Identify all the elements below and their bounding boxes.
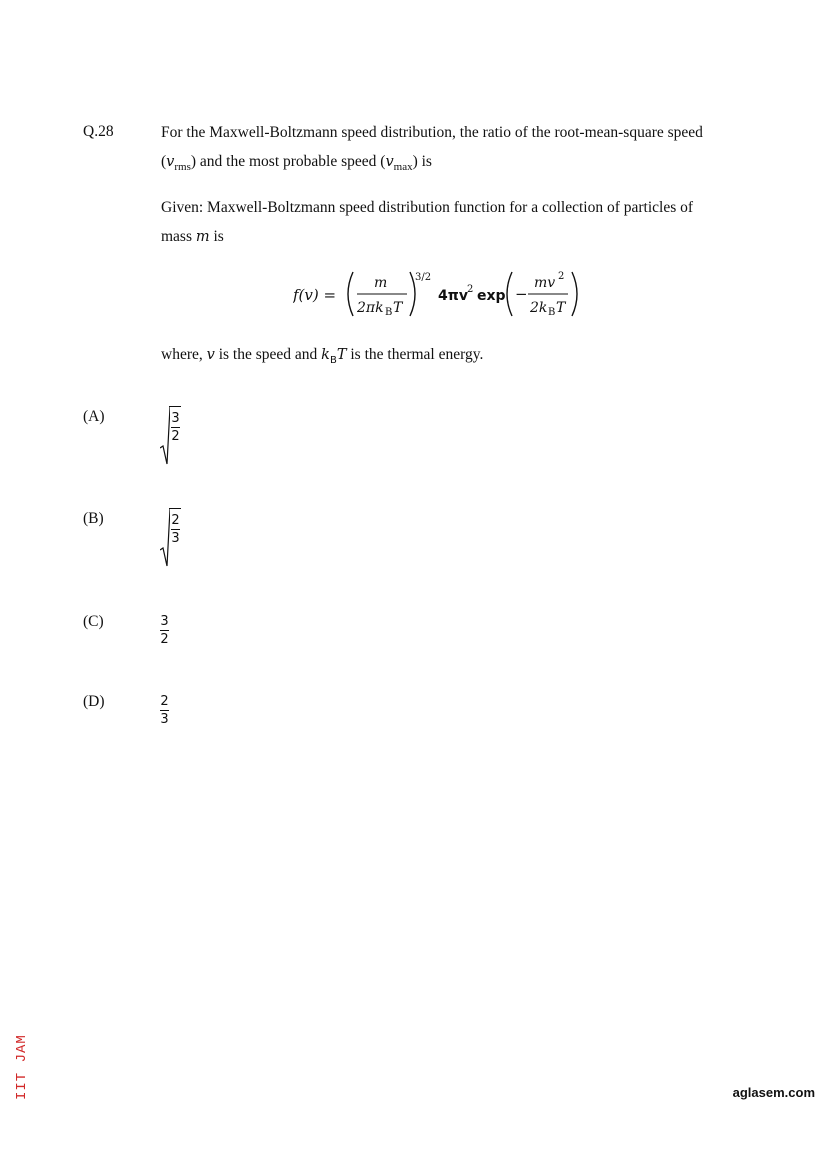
where-k-subscript: B: [329, 355, 337, 366]
option-c-label: (C): [83, 613, 104, 630]
option-a-numerator: 3: [171, 411, 180, 426]
stem-text-1: For the Maxwell-Boltzmann speed distribution, the ratio of the root-mean-square speed (: [161, 124, 703, 170]
formula-power: 3/2: [415, 272, 432, 283]
stem-text-3: ) is: [412, 153, 432, 170]
where-t-symbol: T: [336, 347, 347, 363]
frac1-denominator: 2πk: [357, 300, 384, 316]
maxwell-boltzmann-formula: [293, 268, 593, 320]
footer-site[interactable]: aglasem.com: [732, 1085, 815, 1100]
frac2-numerator: mv: [534, 275, 556, 291]
option-c-denominator: 2: [160, 632, 169, 647]
v-max-subscript: max: [393, 161, 413, 173]
where-text-3: is the thermal energy.: [346, 346, 484, 363]
question-number: Q.28: [83, 123, 114, 140]
frac2-numerator-power: 2: [558, 271, 565, 282]
option-a-value[interactable]: [160, 406, 181, 471]
option-d-denominator: 3: [160, 712, 169, 727]
where-k-symbol: k: [321, 347, 330, 363]
sqrt-symbol: [160, 406, 181, 466]
option-c-numerator: 3: [160, 614, 169, 629]
side-tag: IIT JAM: [14, 1034, 30, 1100]
stem-text-2: ) and the most probable speed (: [190, 153, 386, 170]
where-text-2: is the speed and: [214, 346, 322, 363]
option-d-numerator: 2: [160, 694, 169, 709]
option-b-value[interactable]: [160, 508, 181, 573]
option-d-value[interactable]: [160, 692, 169, 727]
option-b-denominator: 3: [171, 531, 180, 546]
minus-sign: −: [515, 285, 528, 303]
option-b-numerator: 2: [171, 513, 180, 528]
option-c-value[interactable]: [160, 612, 169, 647]
sqrt-symbol: [160, 508, 181, 568]
v-rms-subscript: rms: [174, 161, 191, 173]
mass-symbol: m: [195, 229, 210, 245]
where-statement: [161, 340, 721, 375]
option-a-denominator: 2: [171, 429, 180, 444]
exp-function: exp: [477, 288, 506, 304]
option-d-label: (D): [83, 693, 105, 710]
frac2-denominator: 2k: [530, 300, 548, 316]
where-v-symbol: v: [206, 347, 215, 363]
frac2-denominator-sub: B: [548, 307, 556, 318]
v-rms-symbol: v: [166, 154, 175, 170]
option-b-label: (B): [83, 510, 104, 527]
frac2-denominator-end: T: [556, 300, 566, 316]
where-text-1: where,: [161, 346, 207, 363]
question-stem: [161, 118, 721, 182]
formula-middle: 4πv: [438, 288, 468, 304]
v-max-symbol: v: [385, 154, 394, 170]
frac1-numerator: m: [374, 275, 388, 291]
frac1-denominator-end: T: [393, 300, 403, 316]
given-statement: [161, 193, 721, 252]
formula-lhs: f(v) =: [293, 286, 337, 304]
frac1-denominator-sub: B: [385, 307, 393, 318]
option-a-label: (A): [83, 408, 105, 425]
middle-power: 2: [467, 284, 474, 295]
given-text-2: is: [209, 228, 224, 245]
given-text-1: Given: Maxwell-Boltzmann speed distribution function for a collection of particles of mass: [161, 199, 694, 245]
